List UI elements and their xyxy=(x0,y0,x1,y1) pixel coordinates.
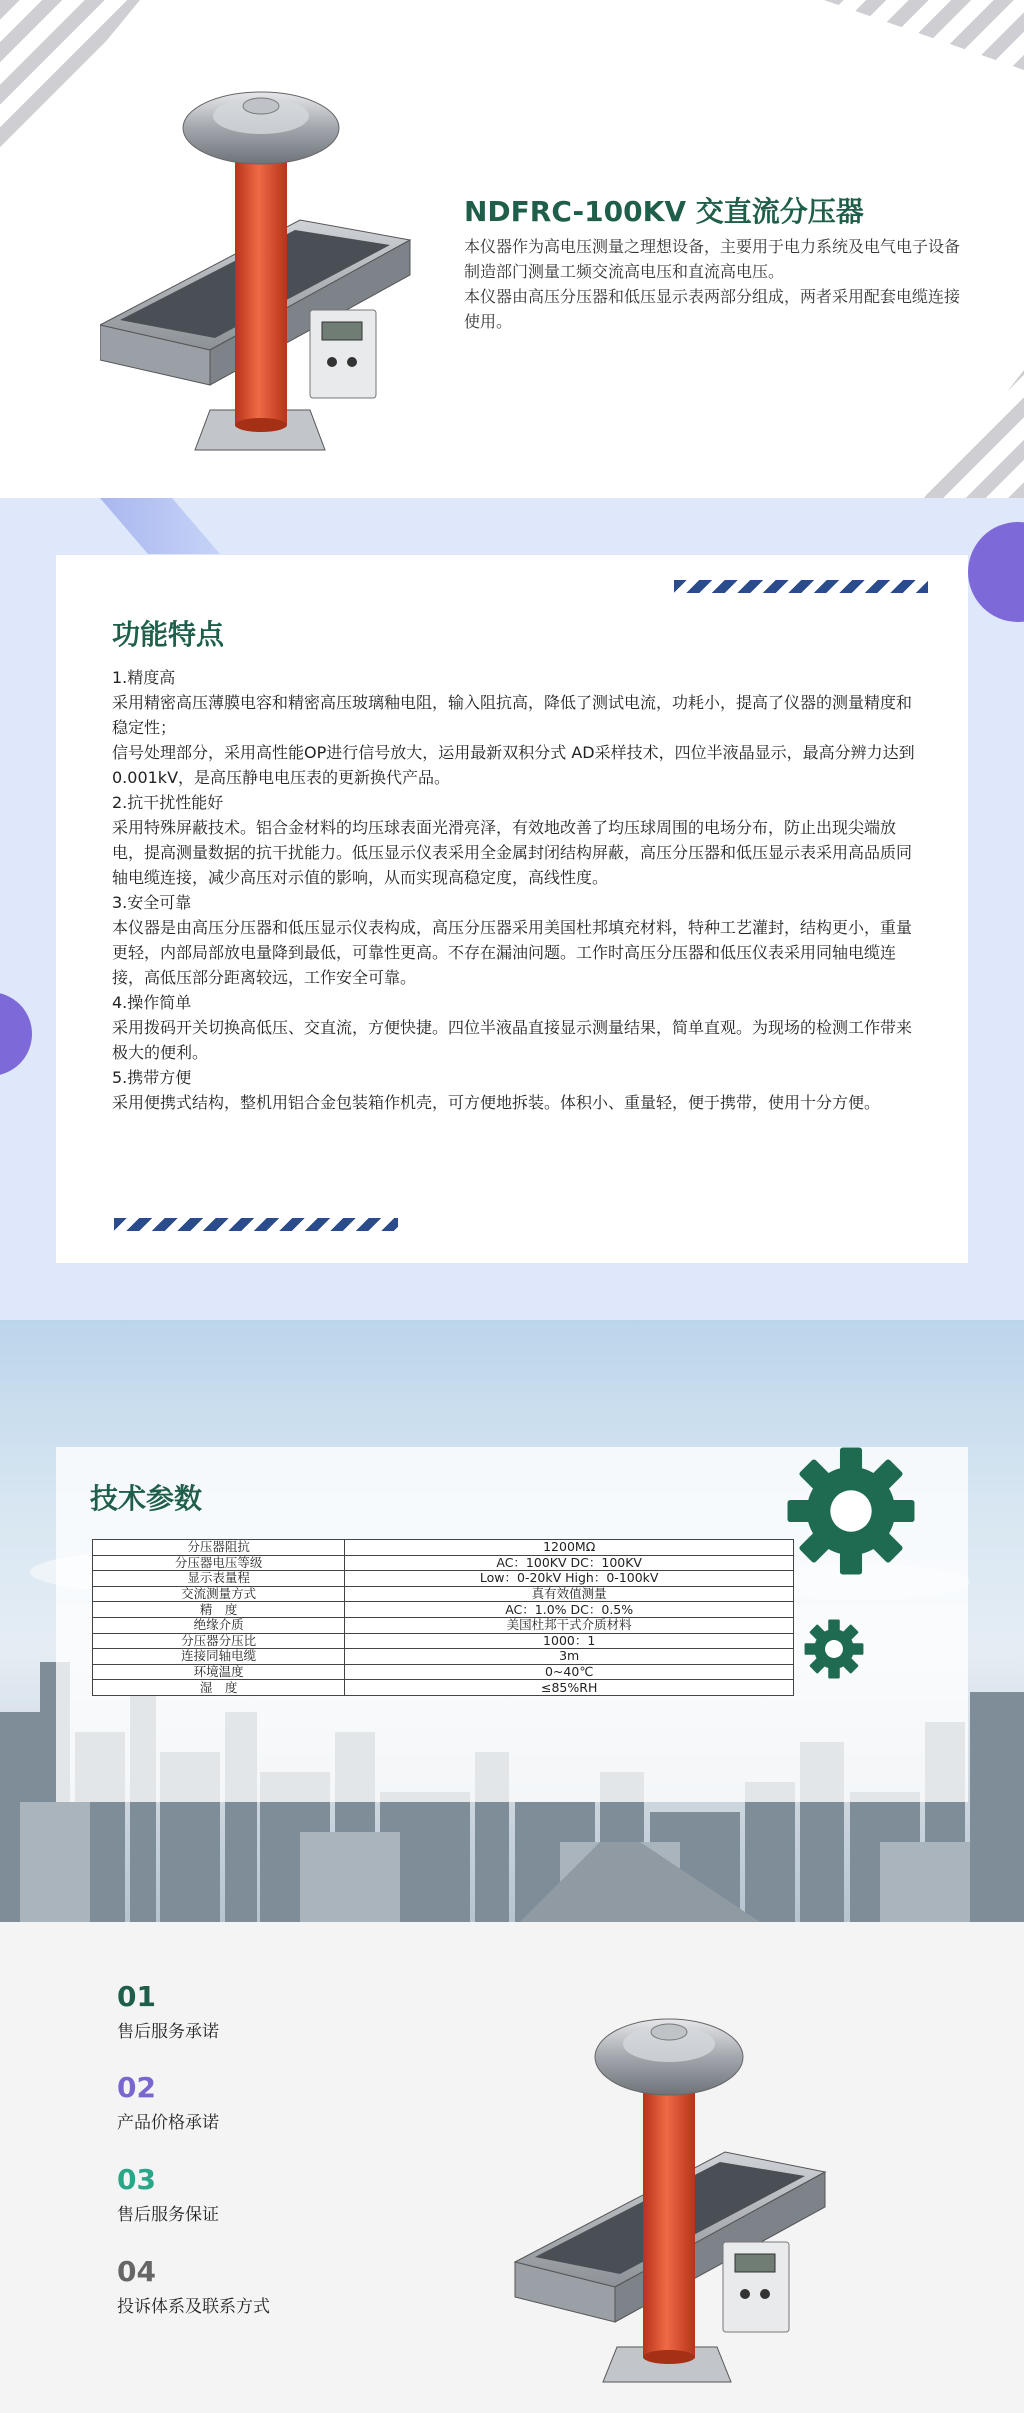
spec-name: 分压器阻抗 xyxy=(93,1540,345,1556)
feature-text: 本仪器是由高压分压器和低压显示仪表构成，高压分压器采用美国杜邦填充材料，特种工艺灌封，结构更小，重量更轻，内部局部放电量降到最低，可靠性更高。不存在漏油问题。工作时高压分压器和低压仪表采用同轴电缆连接，高低压部分距离较远，工作安全可靠。 xyxy=(112,918,913,987)
feature-heading: 2.抗干扰性能好 xyxy=(112,793,224,812)
feature-text: 信号处理部分，采用高性能OP进行信号放大，运用最新双积分式 AD采样技术，四位半液晶显示，最高分辨力达到0.001kV，是高压静电电压表的更新换代产品。 xyxy=(112,743,915,787)
spec-name: 交流测量方式 xyxy=(93,1586,345,1602)
product-image xyxy=(505,1962,835,2392)
spec-name: 精 度 xyxy=(93,1602,345,1618)
spec-value: 0~40℃ xyxy=(345,1664,794,1680)
table-row xyxy=(93,1617,794,1633)
table-row xyxy=(93,1680,794,1696)
table-row xyxy=(93,1649,794,1665)
spec-name: 湿 度 xyxy=(93,1680,345,1696)
service-number: 01 xyxy=(117,1980,156,2013)
features-card xyxy=(56,555,968,1263)
feature-text: 采用精密高压薄膜电容和精密高压玻璃釉电阻，输入阻抗高，降低了测试电流，功耗小，提高了仪器的测量精度和稳定性； xyxy=(112,693,913,737)
spec-name: 分压器电压等级 xyxy=(93,1555,345,1571)
product-image xyxy=(100,40,430,470)
spec-value: 3m xyxy=(345,1649,794,1665)
spec-value: AC：1.0% DC：0.5% xyxy=(345,1602,794,1618)
service-label: 售后服务承诺 xyxy=(117,2022,219,2042)
service-item[interactable] xyxy=(117,1981,219,2042)
table-row xyxy=(93,1664,794,1680)
decorative-dash-stripe xyxy=(674,580,928,593)
decorative-stripes xyxy=(824,0,1024,70)
service-item[interactable] xyxy=(117,2256,270,2317)
spec-name: 环境温度 xyxy=(93,1664,345,1680)
spec-value: 真有效值测量 xyxy=(345,1586,794,1602)
spec-value: Low：0-20kV High：0-100kV xyxy=(345,1571,794,1587)
spec-value: AC：100KV DC：100KV xyxy=(345,1555,794,1571)
table-row xyxy=(93,1571,794,1587)
description-line: 本仪器作为高电压测量之理想设备，主要用于电力系统及电气电子设备制造部门测量工频交流高电压和直流高电压。 xyxy=(464,237,961,281)
feature-heading: 1.精度高 xyxy=(112,668,176,687)
decorative-circle xyxy=(0,992,32,1076)
product-description xyxy=(464,234,964,334)
feature-heading: 5.携带方便 xyxy=(112,1068,192,1087)
service-number: 04 xyxy=(117,2255,156,2288)
feature-heading: 4.操作简单 xyxy=(112,993,192,1012)
decorative-dash-stripe xyxy=(114,1218,398,1231)
gear-icon xyxy=(802,1617,866,1681)
gear-icon xyxy=(782,1442,920,1580)
table-row xyxy=(93,1540,794,1556)
service-label: 售后服务保证 xyxy=(117,2205,219,2225)
specs-table xyxy=(92,1539,794,1696)
spec-name: 连接同轴电缆 xyxy=(93,1649,345,1665)
service-item[interactable] xyxy=(117,2072,219,2133)
service-number: 03 xyxy=(117,2163,156,2196)
spec-name: 绝缘介质 xyxy=(93,1617,345,1633)
hero-section xyxy=(0,0,1024,498)
decorative-bar xyxy=(100,498,220,554)
service-item[interactable] xyxy=(117,2164,219,2225)
spec-value: 1000：1 xyxy=(345,1633,794,1649)
description-line: 本仪器由高压分压器和低压显示表两部分组成，两者采用配套电缆连接使用。 xyxy=(464,287,961,331)
service-label: 投诉体系及联系方式 xyxy=(117,2297,270,2317)
feature-text: 采用便携式结构，整机用铝合金包装箱作机壳，可方便地拆装。体积小、重量轻，便于携带，使用十分方便。 xyxy=(112,1093,881,1112)
feature-heading: 3.安全可靠 xyxy=(112,893,192,912)
feature-text: 采用拨码开关切换高低压、交直流，方便快捷。四位半液晶直接显示测量结果，简单直观。为现场的检测工作带来极大的便利。 xyxy=(112,1018,913,1062)
spec-name: 显示表量程 xyxy=(93,1571,345,1587)
features-title: 功能特点 xyxy=(112,618,225,651)
decorative-circle xyxy=(968,522,1024,622)
specs-title: 技术参数 xyxy=(90,1482,203,1515)
spec-name: 分压器分压比 xyxy=(93,1633,345,1649)
spec-value: 美国杜邦干式介质材料 xyxy=(345,1617,794,1633)
table-row xyxy=(93,1633,794,1649)
table-row xyxy=(93,1586,794,1602)
table-row xyxy=(93,1602,794,1618)
table-row xyxy=(93,1555,794,1571)
service-number: 02 xyxy=(117,2071,156,2104)
features-list xyxy=(112,665,916,1115)
decorative-stripes xyxy=(924,370,1024,498)
feature-text: 采用特殊屏蔽技术。铝合金材料的均压球表面光滑亮泽，有效地改善了均压球周围的电场分布，防止出现尖端放电，提高测量数据的抗干扰能力。低压显示仪表采用全金属封闭结构屏蔽，高压分压器和低压显示表采用高品质同轴电缆连接，减少高压对示值的影响，从而实现高稳定度，高线性度。 xyxy=(112,818,913,887)
product-title: NDFRC-100KV 交直流分压器 xyxy=(464,195,864,228)
service-label: 产品价格承诺 xyxy=(117,2113,219,2133)
spec-value: ≤85%RH xyxy=(345,1680,794,1696)
spec-value: 1200MΩ xyxy=(345,1540,794,1556)
